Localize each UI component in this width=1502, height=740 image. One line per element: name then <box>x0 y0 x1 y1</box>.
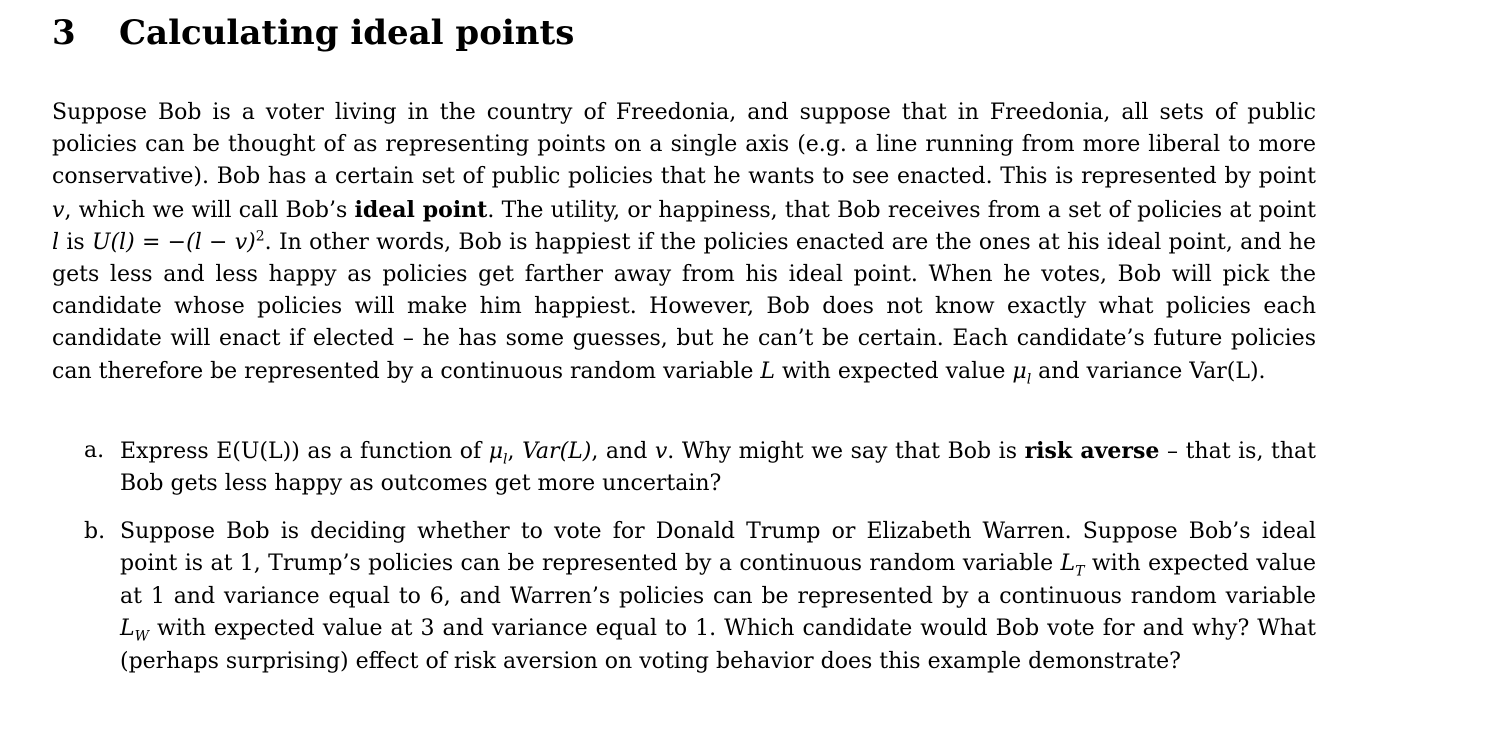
question-a-text <box>120 435 1316 501</box>
LT-subscript: T <box>1075 563 1085 580</box>
intro-text-2: , which we will call Bob’s <box>64 197 355 223</box>
question-b <box>84 516 1316 678</box>
question-b-text <box>120 516 1316 678</box>
math-var-l: l <box>52 229 60 255</box>
math-var-v: v <box>52 197 65 223</box>
LW-subscript: W <box>134 628 149 645</box>
LT-symbol: L <box>1060 551 1076 577</box>
question-a-text-3: , <box>507 439 523 464</box>
math-var-v: v <box>654 439 668 464</box>
mu-subscript: l <box>1026 371 1032 388</box>
utility-formula-body: U(l) = −(l − v) <box>91 229 256 255</box>
section-number: 3 <box>52 13 76 53</box>
intro-text-8: . <box>1258 358 1266 384</box>
math-variance: Var(L) <box>522 439 592 464</box>
math-var-L: L <box>760 358 775 384</box>
question-b-text-3: with expected value at 3 and variance equal to 1. Which candidate would Bob vote for and why? What (perhaps surprising) effect of risk aversion on voting behavior does this example demonstrate? <box>120 616 1316 674</box>
intro-paragraph <box>52 97 1316 388</box>
intro-text-1: Suppose Bob is a voter living in the country of Freedonia, and suppose that in Freedonia, all sets of public policies can be thought of as representing points on a single axis (e.g. a line running from more liberal to more conservative). Bob has a certain set of public policies that he wants to see enacted. This is represented by point <box>52 100 1316 190</box>
math-expected-utility: E(U(L)) <box>216 439 300 464</box>
intro-text-4: is <box>59 229 92 255</box>
section-title: Calculating ideal points <box>119 13 575 53</box>
question-a-text-6: – that is, that Bob gets less happy as outcomes get more uncertain? <box>120 439 1316 497</box>
question-b-label: b. <box>84 519 106 544</box>
question-a-text-2: as a function of <box>299 439 489 464</box>
math-var-LW <box>120 616 149 645</box>
mu-symbol: μ <box>488 439 503 464</box>
intro-text-6: with expected value <box>774 358 1013 384</box>
math-mu-l <box>488 439 508 468</box>
term-risk-averse: risk averse <box>1024 438 1160 464</box>
math-var-expression: Var(L) <box>1189 358 1259 384</box>
section-heading <box>52 10 574 56</box>
intro-text-5: . In other words, Bob is happiest if the policies enacted are the ones at his ideal point, and he gets less and less happy as policies get farther away from his ideal point. When he votes, Bob will pick the candidate whose policies will make him happiest. However, Bob does not know exactly what policies each candidate will enact if elected – he has some guesses, but he can’t be certain. Each candidate’s future policies can therefore be represented by a continuous random variable <box>52 229 1316 384</box>
utility-formula-exponent: 2 <box>255 228 265 245</box>
intro-text-7: and variance <box>1031 358 1190 384</box>
question-a <box>84 435 1316 501</box>
math-utility-formula <box>92 230 265 255</box>
LW-symbol: L <box>120 616 135 642</box>
mu-subscript: l <box>503 451 508 468</box>
mu-symbol: μ <box>1012 358 1027 384</box>
question-a-text-5: . Why might we say that Bob is <box>667 439 1025 464</box>
math-var-LT <box>1060 551 1085 580</box>
question-a-label: a. <box>84 438 105 463</box>
intro-text-3: . The utility, or happiness, that Bob receives from a set of policies at point <box>487 197 1316 223</box>
term-ideal-point: ideal point <box>354 196 488 223</box>
math-mu-l <box>1012 358 1032 388</box>
question-b-text-1: Suppose Bob is deciding whether to vote for Donald Trump or Elizabeth Warren. Suppose Bob’s ideal point is at 1, Trump’s policies can be represented by a continuous random variable <box>120 519 1316 577</box>
question-a-text-1: Express <box>120 439 217 464</box>
question-b-text-2: with expected value at 1 and variance equal to 6, and Warren’s policies can be represented by a continuous random variable <box>120 551 1317 609</box>
question-a-text-4: , and <box>591 439 655 464</box>
